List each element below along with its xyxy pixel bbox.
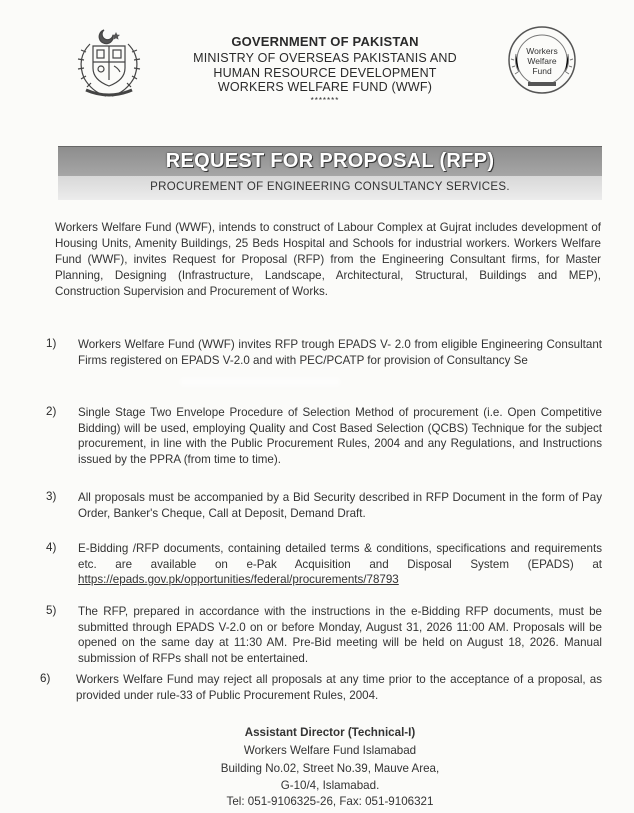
clause-number: 2) (46, 405, 57, 418)
address-line-2: G-10/4, Islamabad. (280, 779, 380, 792)
clause-text: Single Stage Two Envelope Procedure of Selection Method of procurement (i.e. Open Competitive Bidding) will be used, employing Quality and Cost Based Selection (QCBS) Technique for the subject procurement, in line with the Public Procurement Rules, 2004 and any Regulations, and Instructions issued by the PPRA (from time to time). (78, 406, 602, 466)
signatory-title: Assistant Director (Technical-I) (244, 726, 416, 739)
clause-number: 3) (46, 490, 57, 503)
subtitle-band (58, 176, 602, 200)
header-government: GOVERNMENT OF PAKISTAN (231, 34, 419, 49)
clause-4 (46, 541, 602, 591)
wwf-logo-icon (506, 24, 578, 96)
wwf-logo-text-3: Fund (532, 66, 552, 76)
clause-text: The RFP, prepared in accordance with the instructions in the e-Bidding RFP documents, must be submitted through EPADS V-2.0 on or before Monday, August 31, 2026 11:00 AM. Proposals will be opened on the same day at 11:30 AM. Pre-Bid meeting will be held on August 18, 2026. Manual submission of RFPs shall not be entertained. (78, 605, 602, 665)
address-line-1: Building No.02, Street No.39, Mauve Area, (220, 762, 440, 775)
page-subtitle: PROCUREMENT OF ENGINEERING CONSULTANCY SERVICES. (150, 181, 510, 193)
header-wwf: WORKERS WELFARE FUND (WWF) (217, 80, 433, 94)
intro-paragraph: Workers Welfare Fund (WWF), intends to construct of Labour Complex at Gujrat includes development of Housing Units, Amenity Buildings, 25 Beds Hospital and Schools for industrial workers. Workers Welfare Fund (WWF), invites Request for Proposal (RFP) from the Engineering Consultant firms, for Master Planning, Designing (Infrastructure, Landscape, Architectural, Structural, Buildings and MEP), Construction Supervision and Procurement of Works. (55, 221, 601, 298)
header-ministry (150, 51, 500, 81)
signatory-org: Workers Welfare Fund Islamabad (243, 744, 417, 757)
government-emblem-icon (68, 24, 150, 106)
clause-text: Workers Welfare Fund may reject all proposals at any time prior to the acceptance of a proposal, as provided under rule-33 of Public Procurement Rules, 2004. (76, 673, 602, 702)
wwf-logo-text-1: Workers (526, 46, 558, 56)
title-banner (58, 146, 602, 178)
clause-4-text: E-Bidding /RFP documents, containing detailed terms & conditions, specifications and requirements etc. are available on e-Pak Acquisition and Disposal System (EPADS) at (78, 542, 602, 571)
clause-number: 5) (46, 604, 57, 617)
clause-text: All proposals must be accompanied by a Bid Security described in RFP Document in the form of Pay Order, Banker's Cheque, Call at Deposit, Demand Draft. (78, 491, 602, 520)
contact-line: Tel: 051-9106325-26, Fax: 051-9106321 (226, 795, 434, 808)
clause-3 (46, 490, 602, 524)
epads-link[interactable]: https://epads.gov.pk/opportunities/federal/procurements/78793 (78, 573, 399, 586)
clause-5 (46, 604, 602, 670)
header-ministry-line1: MINISTRY OF OVERSEAS PAKISTANIS AND (193, 51, 457, 65)
clause-text (78, 541, 602, 588)
clause-number: 4) (46, 541, 57, 554)
header-stars: ******* (310, 96, 340, 105)
wwf-logo-text-2: Welfare (527, 56, 557, 66)
page-title: REQUEST FOR PROPOSAL (RFP) (165, 150, 495, 172)
header-ministry-line2: HUMAN RESOURCE DEVELOPMENT (213, 66, 437, 80)
clause-number: 1) (46, 337, 57, 350)
scan-smudge (180, 378, 340, 386)
clause-6 (40, 672, 602, 706)
clause-text: Workers Welfare Fund (WWF) invites RFP trough EPADS V- 2.0 from eligible Engineering Consultant Firms registered on EPADS V-2.0 and with PEC/PCATP for provision of Consultancy Se (78, 338, 602, 367)
clause-2 (46, 405, 602, 475)
clause-number: 6) (40, 672, 51, 685)
